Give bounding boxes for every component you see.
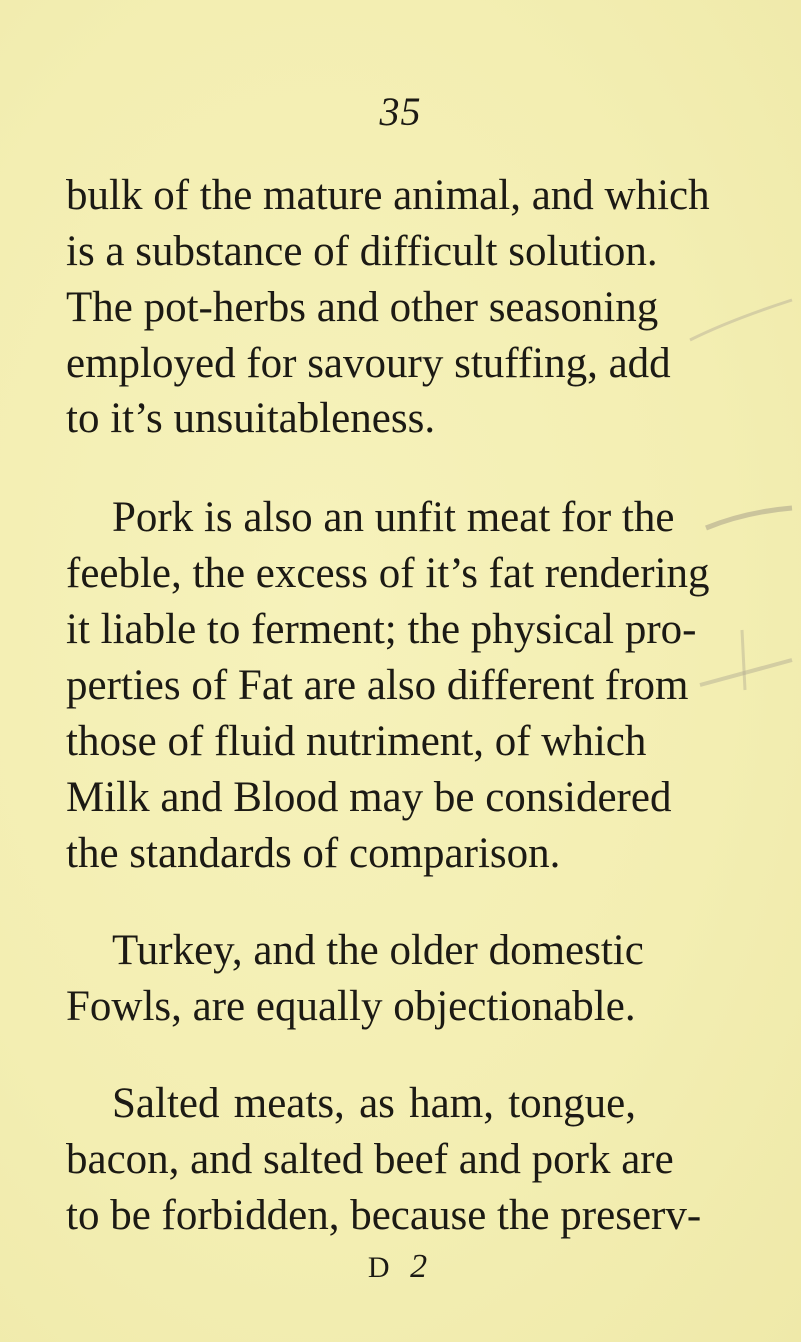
text-line: Salted meats, as ham, tongue,	[112, 1080, 636, 1127]
text-line: employed for savoury stuffing, add	[66, 340, 671, 387]
text-line: perties of Fat are also different from	[66, 662, 689, 709]
signature-letter: D	[367, 1251, 396, 1284]
text-line: bulk of the mature animal, and which	[66, 172, 710, 219]
signature-number: 2	[410, 1248, 434, 1285]
page-number: 35	[379, 89, 422, 134]
text-line: Turkey, and the older domestic	[112, 927, 644, 974]
text-line: to it’s unsuitableness.	[66, 395, 436, 442]
text-line: Milk and Blood may be considered	[66, 774, 672, 821]
text-line: Pork is also an unfit meat for the	[112, 494, 675, 541]
signature-mark	[0, 1248, 801, 1286]
text-line: is a substance of difficult solution.	[66, 228, 658, 275]
text-line: Fowls, are equally objectionable.	[66, 983, 636, 1030]
text-line: it liable to ferment; the physical pro-	[66, 606, 697, 653]
text-line: The pot-herbs and other seasoning	[66, 284, 659, 331]
text-line: to be forbidden, because the preserv-	[66, 1192, 702, 1239]
text-line: feeble, the excess of it’s fat rendering	[66, 550, 710, 597]
text-line: bacon, and salted beef and pork are	[66, 1136, 674, 1183]
text-line: those of fluid nutriment, of which	[66, 718, 647, 765]
text-line: the standards of comparison.	[66, 830, 561, 877]
